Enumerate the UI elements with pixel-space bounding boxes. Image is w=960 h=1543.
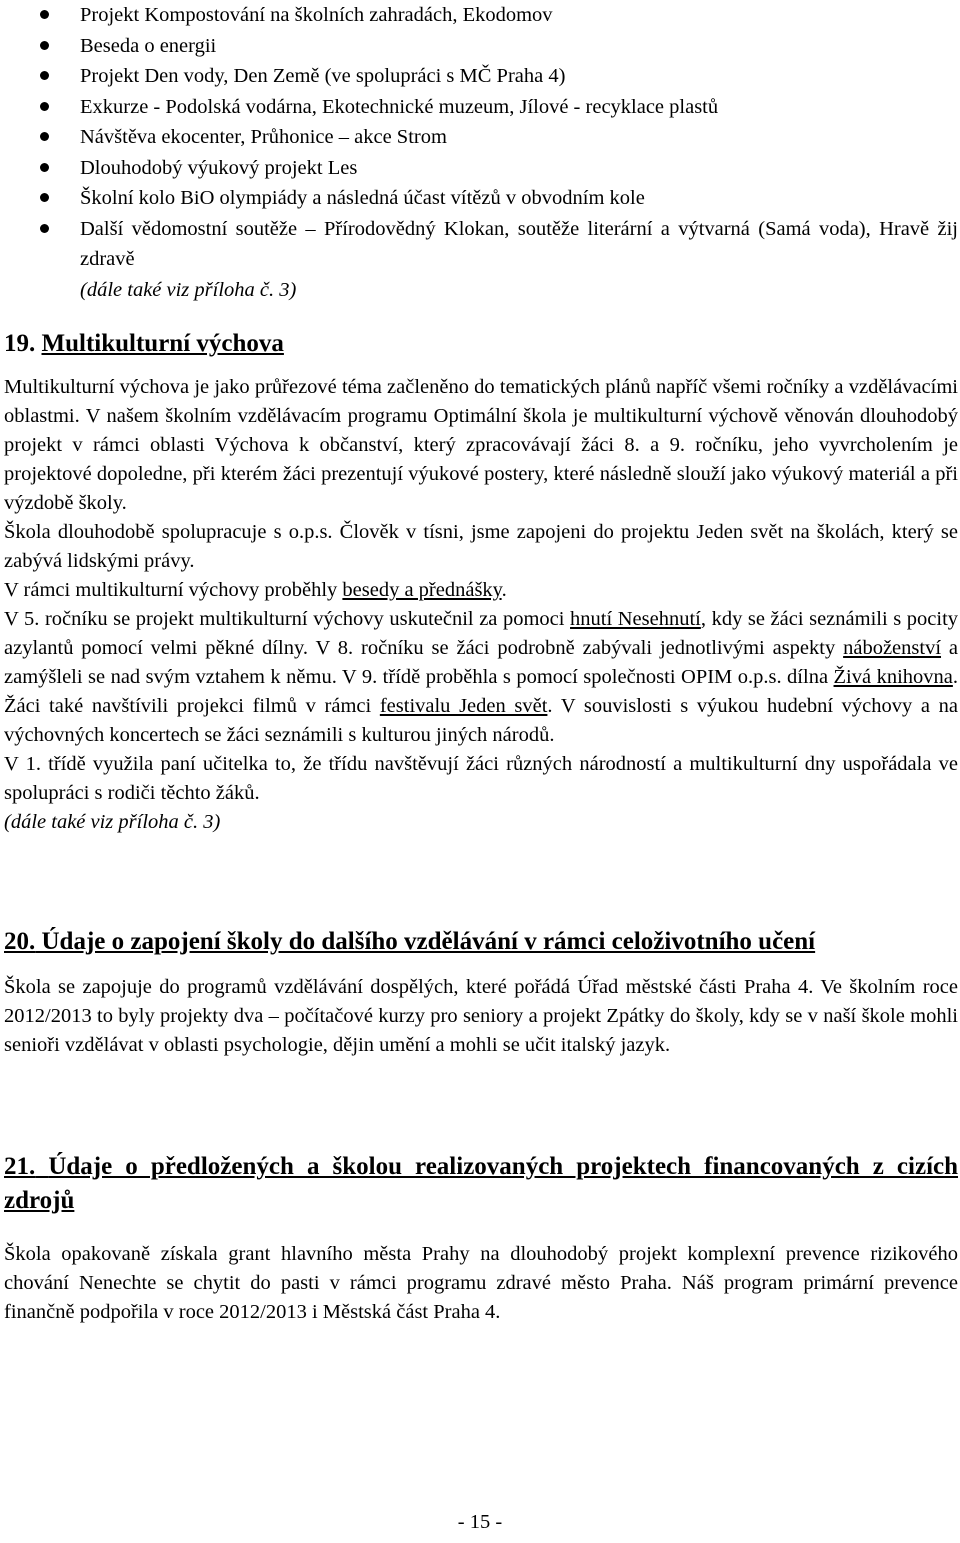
underlined-text: Živá knihovna xyxy=(833,666,953,688)
list-item: Školní kolo BiO olympiády a následná účast vítězů v obvodním kole xyxy=(4,183,958,214)
list-item: Exkurze - Podolská vodárna, Ekotechnické muzeum, Jílové - recyklace plastů xyxy=(4,92,958,123)
annex-note: (dále také viz příloha č. 3) xyxy=(4,811,221,833)
underlined-text: festivalu Jeden svět xyxy=(379,695,548,717)
bullet-icon xyxy=(40,132,49,141)
list-item: Projekt Kompostování na školních zahradách, Ekodomov xyxy=(4,0,958,31)
bullet-icon xyxy=(40,224,49,233)
list-item: Návštěva ekocenter, Průhonice – akce Strom xyxy=(4,122,958,153)
paragraph: Škola opakovaně získala grant hlavního města Prahy na dlouhodobý projekt komplexní prevence rizikového chování Nenechte se chytit do pasti v rámci programu zdravé město Praha. Náš program primární prevence finančně podpořila v roce 2012/2013 i Městská část Praha 4. xyxy=(4,1243,958,1323)
underlined-text: hnutí Nesehnutí xyxy=(570,608,701,630)
underlined-text: besedy a přednášky xyxy=(342,579,502,601)
section-heading: 20. Údaje o zapojení školy do dalšího vzdělávání v rámci celoživotního učení xyxy=(4,928,816,955)
paragraph: V 5. ročníku se projekt multikulturní výchovy uskutečnil za pomoci hnutí Nesehnutí, kdy se žáci seznámili s pocity azylantů pomocí velmi pěkné dílny. V 8. ročníku se žáci podrobně zabývali jednotlivými aspekty náboženství a zamýšleli se nad svým vztahem k němu. V 9. třídě proběhla s pomocí společnosti OPIM o.p.s. dílna Živá knihovna. Žáci také navštívili projekci filmů v rámci festivalu Jeden svět. V souvislosti s výukou hudební výchovy a na výchovných koncertech se žáci seznámili s kulturou jiných národů. xyxy=(4,608,959,746)
paragraph: V 1. třídě využila paní učitelka to, že třídu navštěvují žáci různých národností a multikulturní dny uspořádala ve spolupráci s rodiči těchto žáků. xyxy=(4,753,958,804)
paragraph: Multikulturní výchova je jako průřezové téma začleněno do tematických plánů napříč všemi ročníky a vzdělávacími oblastmi. V našem školním vzdělávacím programu Optimální škola je multikulturní výchově věnován dlouhodobý projekt v rámci oblasti Výchova k občanství, který zpracovávají žáci 8. a 9. ročníku, jeho vyvrcholením je projektové dopoledne, při kterém žáci prezentují výukové postery, které následně slouží jako výukový materiál a při výzdobě školy. xyxy=(4,376,958,514)
paragraph: Škola se zapojuje do programů vzdělávání dospělých, které pořádá Úřad městské části Praha 4. Ve školním roce 2012/2013 to byly projekty dva – počítačové kurzy pro seniory a projekt Zpátky do školy, kdy se v naší škole mohli senioři vzdělávat v oblasti psychologie, dějin umění a mohli se učit italský jazyk. xyxy=(4,976,958,1056)
list-item: Beseda o energii xyxy=(4,31,958,62)
section-heading: 19. Multikulturní výchova xyxy=(4,330,284,357)
section-20 xyxy=(4,925,958,1060)
bullet-icon xyxy=(40,163,49,172)
underlined-text: náboženství xyxy=(843,637,942,659)
paragraph: Škola dlouhodobě spolupracuje s o.p.s. Člověk v tísni, jsme zapojeni do projektu Jeden svět na školách, který se zabývá lidskými právy. xyxy=(4,521,958,572)
paragraph: V rámci multikulturní výchovy proběhly besedy a přednášky. xyxy=(4,579,507,601)
bullet-icon xyxy=(40,102,49,111)
section-heading: 21. Údaje o předložených a školou realizovaných projektech financovaných z cizích zdrojů xyxy=(4,1153,959,1214)
activity-bullet-list xyxy=(4,0,958,305)
section-19 xyxy=(4,327,958,837)
list-item: Projekt Den vody, Den Země (ve spolupráci s MČ Praha 4) xyxy=(4,61,958,92)
bullet-icon xyxy=(40,41,49,50)
section-21 xyxy=(4,1150,958,1327)
bullet-icon xyxy=(40,71,49,80)
page-number: - 15 - xyxy=(457,1511,503,1533)
bullet-icon xyxy=(40,193,49,202)
annex-note: (dále také viz příloha č. 3) xyxy=(80,278,297,301)
list-item: Další vědomostní soutěže – Přírodovědný Klokan, soutěže literární a výtvarná (Samá voda), Hravě žij zdravě (dále také viz příloha č. 3) xyxy=(4,214,958,306)
bullet-icon xyxy=(40,10,49,19)
list-item: Dlouhodobý výukový projekt Les xyxy=(4,153,958,184)
